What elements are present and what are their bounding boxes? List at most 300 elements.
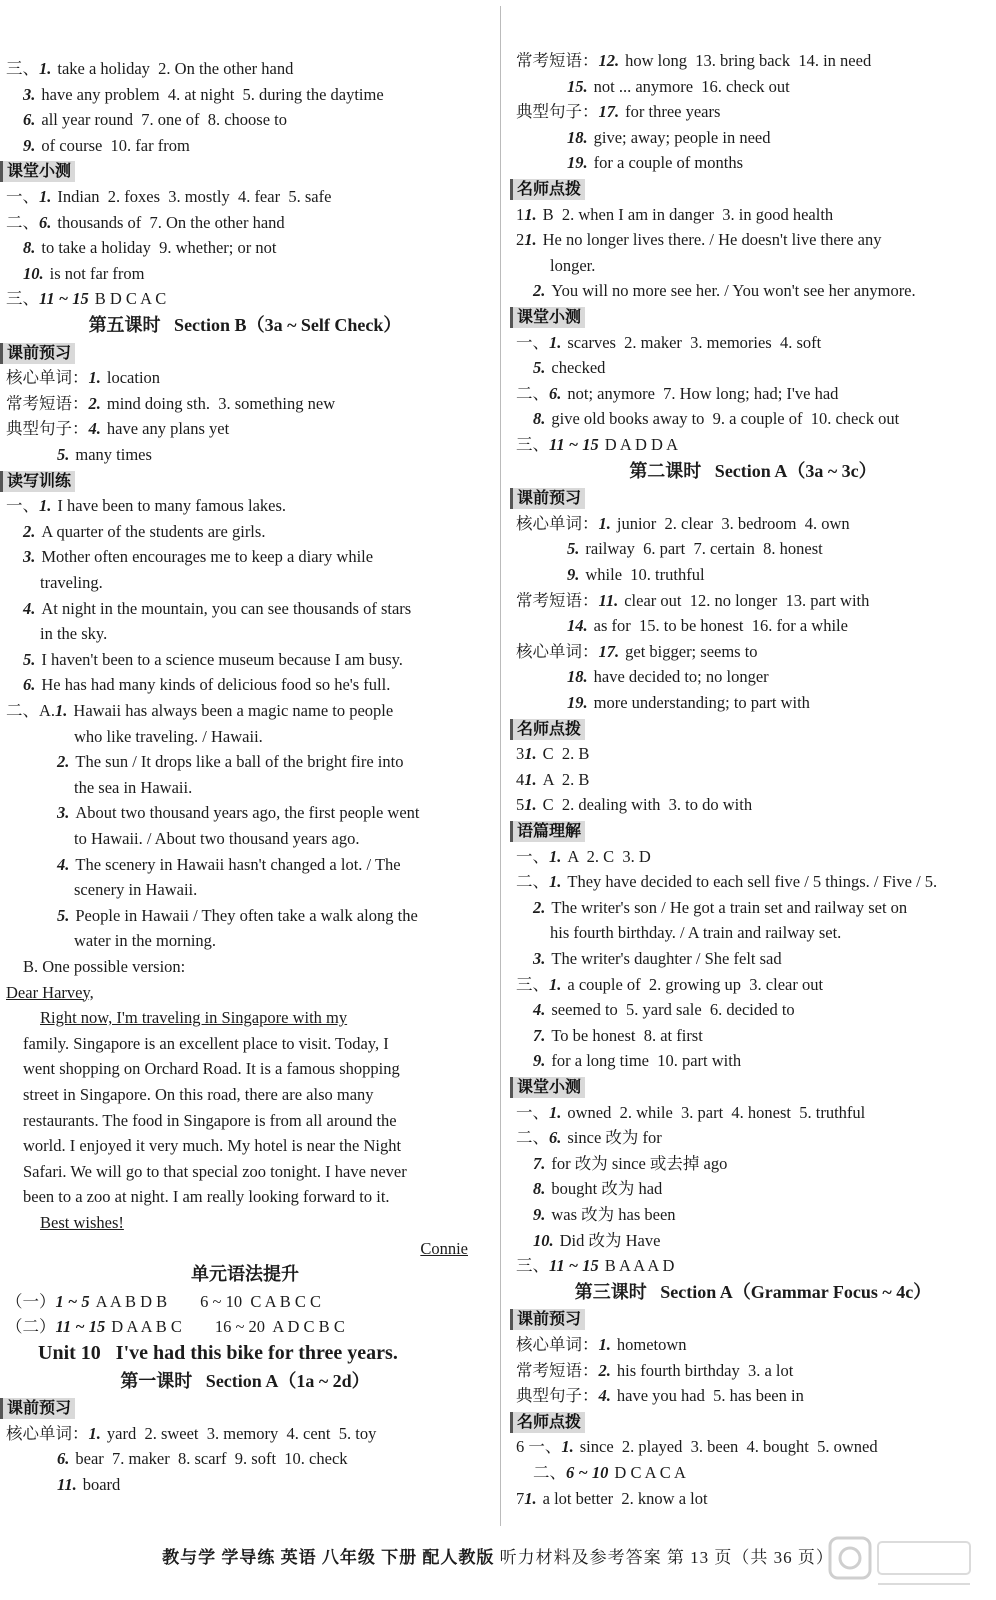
- question-number: 1.: [39, 59, 52, 78]
- question-number: 4.: [57, 854, 70, 874]
- answer-text: family. Singapore is an excellent place to visit. Today, I: [23, 1033, 389, 1053]
- site-logo: [828, 1534, 978, 1592]
- question-number: 3.: [23, 547, 36, 567]
- answer-text: went shopping on Orchard Road. It is a famous shopping: [23, 1059, 400, 1079]
- question-number: 4.: [598, 1386, 611, 1406]
- answer-line: [510, 1125, 996, 1151]
- answer-text: as for 15. to be honest 16. for a while: [593, 616, 848, 636]
- answer-text: Did 改为 Have: [559, 1230, 661, 1250]
- answer-line: [0, 724, 490, 750]
- lesson-heading: 第一课时 Section A（1a ~ 2d）: [120, 1370, 370, 1391]
- question-number: 1.: [524, 769, 537, 789]
- question-group-label: 一、: [6, 496, 39, 516]
- answer-text: owned 2. while 3. part 4. honest 5. truthful: [567, 1102, 866, 1122]
- answer-line: [510, 946, 996, 972]
- answer-line: [510, 895, 996, 921]
- answer-text: They have decided to each sell five / 5 things. / Five / 5.: [567, 872, 938, 892]
- section-tag: [510, 818, 996, 844]
- question-number: 11 ~ 15: [39, 289, 89, 309]
- question-number: 6.: [23, 675, 36, 695]
- answer-line: [0, 56, 490, 82]
- answer-line: [0, 1210, 490, 1236]
- answer-text: his fourth birthday. / A train and railway set.: [550, 923, 842, 943]
- answer-line: [510, 690, 996, 716]
- question-number: 6.: [23, 110, 36, 130]
- question-number: 1.: [561, 1437, 574, 1457]
- question-number: 9.: [23, 135, 36, 155]
- section-tag: [0, 468, 490, 494]
- question-number: 8.: [23, 238, 36, 258]
- question-group-label: 典型句子：: [516, 102, 599, 122]
- answer-text: Indian 2. foxes 3. mostly 4. fear 5. safe: [57, 187, 332, 206]
- answer-text: a lot better 2. know a lot: [542, 1488, 708, 1508]
- answer-text: to Hawaii. / About two thousand years ago.: [74, 829, 360, 848]
- question-number: 11.: [598, 590, 619, 610]
- section-tag-label: 名师点拨: [510, 179, 585, 200]
- answer-line: [0, 852, 490, 878]
- question-number: 1.: [524, 744, 537, 764]
- question-number: 1.: [598, 513, 611, 533]
- question-group-label: 4: [516, 769, 525, 789]
- answer-line: [510, 125, 996, 151]
- question-group-label: 一、: [516, 1102, 549, 1122]
- question-group-label: 常考短语：: [516, 51, 599, 70]
- answer-text: not ... anymore 16. check out: [593, 76, 790, 96]
- answer-line: [0, 391, 490, 417]
- question-number: 8.: [533, 409, 546, 429]
- question-group-label: （一）: [6, 1291, 56, 1311]
- column-divider: [500, 6, 501, 1526]
- answer-text: A quarter of the students are girls.: [41, 521, 266, 541]
- question-group-label: 二、A.: [6, 701, 56, 720]
- section-tag-label: 课堂小测: [0, 161, 75, 182]
- question-number: 3.: [533, 949, 546, 968]
- answer-text: thousands of 7. On the other hand: [57, 212, 285, 232]
- answer-line: [510, 202, 996, 228]
- section-tag-label: 课前预习: [510, 488, 585, 509]
- question-number: 12.: [598, 51, 620, 70]
- answer-text: The writer's daughter / She felt sad: [551, 949, 782, 968]
- answer-line: [510, 972, 996, 998]
- question-number: 2.: [88, 393, 101, 413]
- answer-text: mind doing sth. 3. something new: [106, 393, 336, 413]
- question-number: 4.: [23, 598, 36, 618]
- question-number: 19.: [567, 153, 588, 173]
- question-number: 19.: [567, 693, 588, 712]
- question-number: 6.: [549, 1128, 562, 1148]
- question-number: 6.: [57, 1449, 70, 1469]
- answer-text: railway 6. part 7. certain 8. honest: [585, 539, 823, 559]
- answer-text: give; away; people in need: [593, 127, 771, 147]
- answer-text: for three years: [625, 102, 721, 122]
- answer-line: [0, 672, 490, 698]
- answer-text: B 2. when I am in danger 3. in good health: [542, 204, 834, 224]
- answer-line: [0, 184, 490, 210]
- answer-line: [0, 107, 490, 133]
- answer-text: have you had 5. has been in: [616, 1386, 804, 1406]
- question-group-label: 常考短语：: [516, 590, 599, 610]
- answer-line: [0, 286, 490, 312]
- answer-text: You will no more see her. / You won't see her anymore.: [551, 281, 916, 301]
- answer-text: more understanding; to part with: [593, 693, 810, 712]
- question-number: 1.: [549, 332, 562, 352]
- question-number: 7.: [533, 1153, 546, 1173]
- answer-line: [0, 1236, 490, 1262]
- question-group-label: 核心单词：: [6, 368, 89, 388]
- answer-line: [510, 920, 996, 946]
- answer-line: [510, 227, 996, 253]
- question-number: 17.: [598, 641, 620, 661]
- section-tag: [510, 1074, 996, 1100]
- answer-text: scarves 2. maker 3. memories 4. soft: [567, 332, 822, 352]
- answer-text: B A A A D: [604, 1256, 675, 1276]
- answer-line: [0, 826, 490, 852]
- question-group-label: 典型句子：: [516, 1386, 599, 1406]
- answer-line: [510, 74, 996, 100]
- answer-line: [510, 588, 996, 614]
- answer-line: [510, 664, 996, 690]
- answer-text: get bigger; seems to: [625, 641, 758, 661]
- answer-text: of course 10. far from: [41, 135, 190, 155]
- question-number: 6.: [549, 383, 562, 403]
- lesson-heading: 第二课时 Section A（3a ~ 3c）: [629, 460, 877, 481]
- question-number: 10.: [23, 263, 44, 283]
- answer-line: [0, 647, 490, 673]
- question-number: 1.: [39, 496, 52, 516]
- lesson-heading: 第三课时 Section A（Grammar Focus ~ 4c）: [574, 1281, 932, 1302]
- question-number: 1.: [524, 230, 537, 250]
- answer-line: [0, 1314, 490, 1340]
- answer-line: [0, 519, 490, 545]
- answer-text: board: [82, 1475, 121, 1494]
- question-number: 1.: [524, 795, 537, 815]
- section-tag-label: 课堂小测: [510, 307, 585, 328]
- answer-line: [0, 1472, 490, 1498]
- answer-line: [0, 1184, 490, 1210]
- question-number: 9.: [533, 1205, 546, 1224]
- answer-line: [510, 381, 996, 407]
- answer-text: To be honest 8. at first: [551, 1025, 703, 1045]
- section-tag: [510, 716, 996, 742]
- section-tag-label: 名师点拨: [510, 1412, 585, 1433]
- answer-line: [0, 1082, 490, 1108]
- answer-text: People in Hawaii / They often take a walk along the: [75, 905, 418, 925]
- question-group-label: 一、: [516, 846, 549, 866]
- answer-line: [510, 562, 996, 588]
- answer-text: not; anymore 7. How long; had; I've had: [567, 383, 839, 403]
- answer-text: while 10. truthful: [585, 565, 705, 584]
- answer-text: I haven't been to a science museum because I am busy.: [41, 649, 403, 669]
- question-number: 2.: [598, 1360, 611, 1380]
- question-group-label: 三、: [516, 974, 549, 994]
- question-number: 2.: [533, 281, 546, 301]
- answer-text: He has had many kinds of delicious food so he's full.: [41, 675, 391, 695]
- answer-text: Mother often encourages me to keep a diary while: [41, 547, 374, 567]
- answer-line: [0, 903, 490, 929]
- answer-text: D A A B C 16 ~ 20 A D C B C: [111, 1317, 345, 1337]
- question-group-label: 二、: [516, 1128, 549, 1148]
- answer-text: scenery in Hawaii.: [74, 880, 198, 900]
- question-group-label: 一、: [6, 187, 39, 206]
- answer-text: clear out 12. no longer 13. part with: [624, 590, 870, 610]
- answer-line: [510, 278, 996, 304]
- answer-line: [0, 261, 490, 287]
- answer-line: [0, 596, 490, 622]
- question-number: 1.: [39, 187, 52, 206]
- question-group-label: 三、: [516, 1256, 549, 1276]
- question-number: 11 ~ 15: [549, 1256, 599, 1276]
- answer-text: yard 2. sweet 3. memory 4. cent 5. toy: [106, 1423, 377, 1443]
- answer-text: D C A C A: [614, 1463, 686, 1482]
- question-group-label: 常考短语：: [516, 1360, 599, 1380]
- question-number: 5.: [57, 905, 70, 925]
- answer-line: [510, 1100, 996, 1126]
- question-number: 1.: [598, 1335, 611, 1354]
- section-tag: [510, 304, 996, 330]
- answer-line: [510, 1460, 996, 1486]
- footer-page-info: 听力材料及参考答案 第 13 页（共 36 页）: [499, 1548, 834, 1567]
- answer-text: take a holiday 2. On the other hand: [57, 59, 294, 78]
- answer-text: The scenery in Hawaii hasn't changed a lot. / The: [75, 854, 401, 874]
- answer-text: have any plans yet: [106, 419, 230, 439]
- question-number: 1.: [524, 1488, 537, 1508]
- answer-line: [510, 150, 996, 176]
- unit-title: Unit 10 I've had this bike for three years.: [38, 1342, 398, 1364]
- question-number: 1.: [549, 846, 562, 866]
- answer-line: [0, 570, 490, 596]
- section-tag-label: 读写训练: [0, 471, 75, 492]
- answer-line: [510, 741, 996, 767]
- answer-text: At night in the mountain, you can see thousands of stars: [41, 598, 412, 618]
- answer-line: [0, 698, 490, 724]
- answer-text: Right now, I'm traveling in Singapore with my: [40, 1008, 348, 1028]
- answer-text: B D C A C: [94, 289, 167, 309]
- question-number: 1.: [549, 872, 562, 892]
- answer-line: [0, 1133, 490, 1159]
- question-number: 15.: [567, 76, 588, 96]
- answer-text: checked: [551, 358, 606, 378]
- section-tag-label: 课前预习: [0, 343, 75, 364]
- answer-line: [510, 844, 996, 870]
- answer-text: since 改为 for: [567, 1128, 662, 1148]
- question-number: 6 ~ 10: [566, 1463, 609, 1482]
- answer-text: seemed to 5. yard sale 6. decided to: [551, 1000, 795, 1020]
- question-group-label: 核心单词：: [516, 513, 599, 533]
- answer-line: [510, 406, 996, 432]
- question-group-label: 三、: [6, 289, 39, 309]
- footer-brand: 教与学 学导练 英语 八年级 下册 配人教版: [162, 1548, 495, 1567]
- answer-text: for a long time 10. part with: [551, 1051, 742, 1071]
- question-number: 1.: [524, 204, 537, 224]
- answer-line: [0, 1159, 490, 1185]
- answer-text: Best wishes!: [40, 1213, 124, 1232]
- answer-line: [0, 775, 490, 801]
- answer-text: since 2. played 3. been 4. bought 5. owned: [579, 1437, 878, 1457]
- answer-text: give old books away to 9. a couple of 10. check out: [551, 409, 900, 429]
- section-tag-label: 课前预习: [510, 1309, 585, 1330]
- question-number: 1.: [549, 1102, 562, 1122]
- answer-line: [510, 1048, 996, 1074]
- answer-line: [510, 613, 996, 639]
- answer-line: [510, 1486, 996, 1512]
- answer-text: A 2. B: [542, 769, 590, 789]
- question-group-label: 三、: [516, 435, 549, 454]
- answer-text: D A D D A: [604, 435, 679, 454]
- answer-text: is not far from: [49, 263, 145, 283]
- question-group-label: 6 一、: [516, 1437, 562, 1457]
- answer-text: the sea in Hawaii.: [74, 777, 193, 797]
- question-number: 11 ~ 15: [549, 435, 599, 454]
- answer-line: [0, 544, 490, 570]
- answer-text: longer.: [550, 255, 596, 275]
- answer-line: [510, 511, 996, 537]
- section-tag-label: 语篇理解: [510, 821, 585, 842]
- answer-text: Connie: [420, 1238, 468, 1258]
- question-group-label: 三、: [6, 59, 39, 78]
- answer-line: [510, 99, 996, 125]
- answer-text: location: [106, 368, 161, 388]
- question-group-label: 典型句子：: [6, 419, 89, 439]
- answer-line: [0, 82, 490, 108]
- question-number: 6.: [39, 212, 52, 232]
- question-number: 1 ~ 5: [55, 1291, 90, 1311]
- question-group-label: 二、: [516, 872, 549, 892]
- lesson-heading: 第五课时 Section B（3a ~ Self Check）: [88, 315, 402, 335]
- answer-text: in the sky.: [40, 624, 108, 644]
- answer-line: [0, 442, 490, 468]
- answer-line: [0, 1446, 490, 1472]
- section-tag-label: 课前预习: [0, 1398, 75, 1419]
- answer-line: [0, 493, 490, 519]
- answer-line: [0, 749, 490, 775]
- answer-text: to take a holiday 9. whether; or not: [41, 238, 277, 258]
- answer-line: [510, 1176, 996, 1202]
- answer-text: C 2. dealing with 3. to do with: [542, 795, 753, 815]
- question-group-label: 1: [516, 204, 525, 224]
- question-number: 1.: [55, 701, 68, 720]
- answer-text: bear 7. maker 8. scarf 9. soft 10. check: [75, 1449, 348, 1469]
- question-group-label: （二）: [6, 1317, 56, 1337]
- question-number: 10.: [533, 1230, 554, 1250]
- question-number: 8.: [533, 1179, 546, 1199]
- answer-text: how long 13. bring back 14. in need: [625, 51, 872, 70]
- answer-text: have decided to; no longer: [593, 667, 769, 687]
- answer-line: [510, 432, 996, 458]
- question-number: 18.: [567, 667, 588, 687]
- section-tag: [0, 1395, 490, 1421]
- answer-line: [510, 767, 996, 793]
- question-number: 5.: [567, 539, 580, 559]
- answer-text: for a couple of months: [593, 153, 744, 173]
- answer-line: [0, 133, 490, 159]
- lesson-heading: 单元语法提升: [191, 1264, 299, 1285]
- answer-text: a couple of 2. growing up 3. clear out: [567, 974, 824, 994]
- answer-line: [510, 253, 996, 279]
- answer-line: [0, 210, 490, 236]
- answer-text: was 改为 has been: [551, 1205, 676, 1224]
- answer-line: [0, 1031, 490, 1057]
- answer-text: restaurants. The food in Singapore is from all around the: [23, 1110, 397, 1130]
- answer-line: [0, 1056, 490, 1082]
- question-group-label: 核心单词：: [6, 1423, 89, 1443]
- question-number: 1.: [88, 368, 101, 388]
- section-tag-label: 课堂小测: [510, 1077, 585, 1098]
- answer-text: been to a zoo at night. I am really looking forward to it.: [23, 1187, 390, 1207]
- question-group-label: 3: [516, 744, 525, 764]
- answer-text: who like traveling. / Hawaii.: [74, 726, 263, 746]
- answer-line: [0, 365, 490, 391]
- answer-text: traveling.: [40, 573, 103, 592]
- question-number: 11 ~ 15: [55, 1317, 106, 1337]
- question-number: 2.: [23, 521, 36, 541]
- section-tag: [0, 158, 490, 184]
- answer-text: A 2. C 3. D: [567, 846, 651, 866]
- answer-line: [0, 621, 490, 647]
- answer-text: hometown: [616, 1335, 687, 1354]
- question-group-label: 7: [516, 1488, 525, 1508]
- answer-text: About two thousand years ago, the first people went: [75, 803, 420, 823]
- answer-text: all year round 7. one of 8. choose to: [41, 110, 287, 130]
- answer-text: bought 改为 had: [551, 1179, 663, 1199]
- question-number: 7.: [533, 1025, 546, 1045]
- answer-line: [0, 877, 490, 903]
- answer-line: [510, 1202, 996, 1228]
- answer-text: He no longer lives there. / He doesn't live there any: [542, 230, 882, 250]
- answer-line: [510, 1332, 996, 1358]
- question-group-label: 二、: [6, 212, 39, 232]
- answer-text: street in Singapore. On this road, there are also many: [23, 1085, 374, 1104]
- answer-text: have any problem 4. at night 5. during the daytime: [41, 84, 384, 104]
- answer-line: [0, 954, 490, 980]
- section-tag: [510, 1306, 996, 1332]
- question-group-label: 2: [516, 230, 525, 250]
- answer-line: [0, 1005, 490, 1031]
- answer-line: [0, 928, 490, 954]
- answer-line: [510, 1383, 996, 1409]
- answer-text: A A B D B 6 ~ 10 C A B C C: [95, 1291, 321, 1311]
- question-number: 5.: [533, 358, 546, 378]
- answer-text: world. I enjoyed it very much. My hotel is near the Night: [23, 1136, 402, 1156]
- question-number: 1.: [549, 974, 562, 994]
- question-number: 18.: [567, 127, 588, 147]
- answer-line: [0, 416, 490, 442]
- section-tag: [510, 1409, 996, 1435]
- question-number: 5.: [57, 445, 70, 464]
- section-tag: [0, 340, 490, 366]
- question-number: 14.: [567, 616, 588, 636]
- answer-line: [0, 1108, 490, 1134]
- answer-text: C 2. B: [542, 744, 590, 764]
- answer-line: [510, 869, 996, 895]
- answer-text: Hawaii has always been a magic name to people: [73, 701, 394, 720]
- answer-line: [0, 235, 490, 261]
- question-number: 4.: [533, 1000, 546, 1020]
- answer-text: his fourth birthday 3. a lot: [616, 1360, 794, 1380]
- answer-line: [510, 1151, 996, 1177]
- answer-line: [510, 1358, 996, 1384]
- section-tag-label: 名师点拨: [510, 719, 585, 740]
- answer-line: [510, 536, 996, 562]
- question-number: 1.: [88, 1423, 101, 1443]
- answer-text: I have been to many famous lakes.: [57, 496, 287, 516]
- question-number: 3.: [23, 84, 36, 104]
- answer-text: many times: [75, 445, 152, 464]
- answer-line: [510, 997, 996, 1023]
- question-number: 9.: [533, 1051, 546, 1071]
- question-group-label: 核心单词：: [516, 1335, 599, 1354]
- answer-line: [510, 1023, 996, 1049]
- section-tag: [510, 176, 996, 202]
